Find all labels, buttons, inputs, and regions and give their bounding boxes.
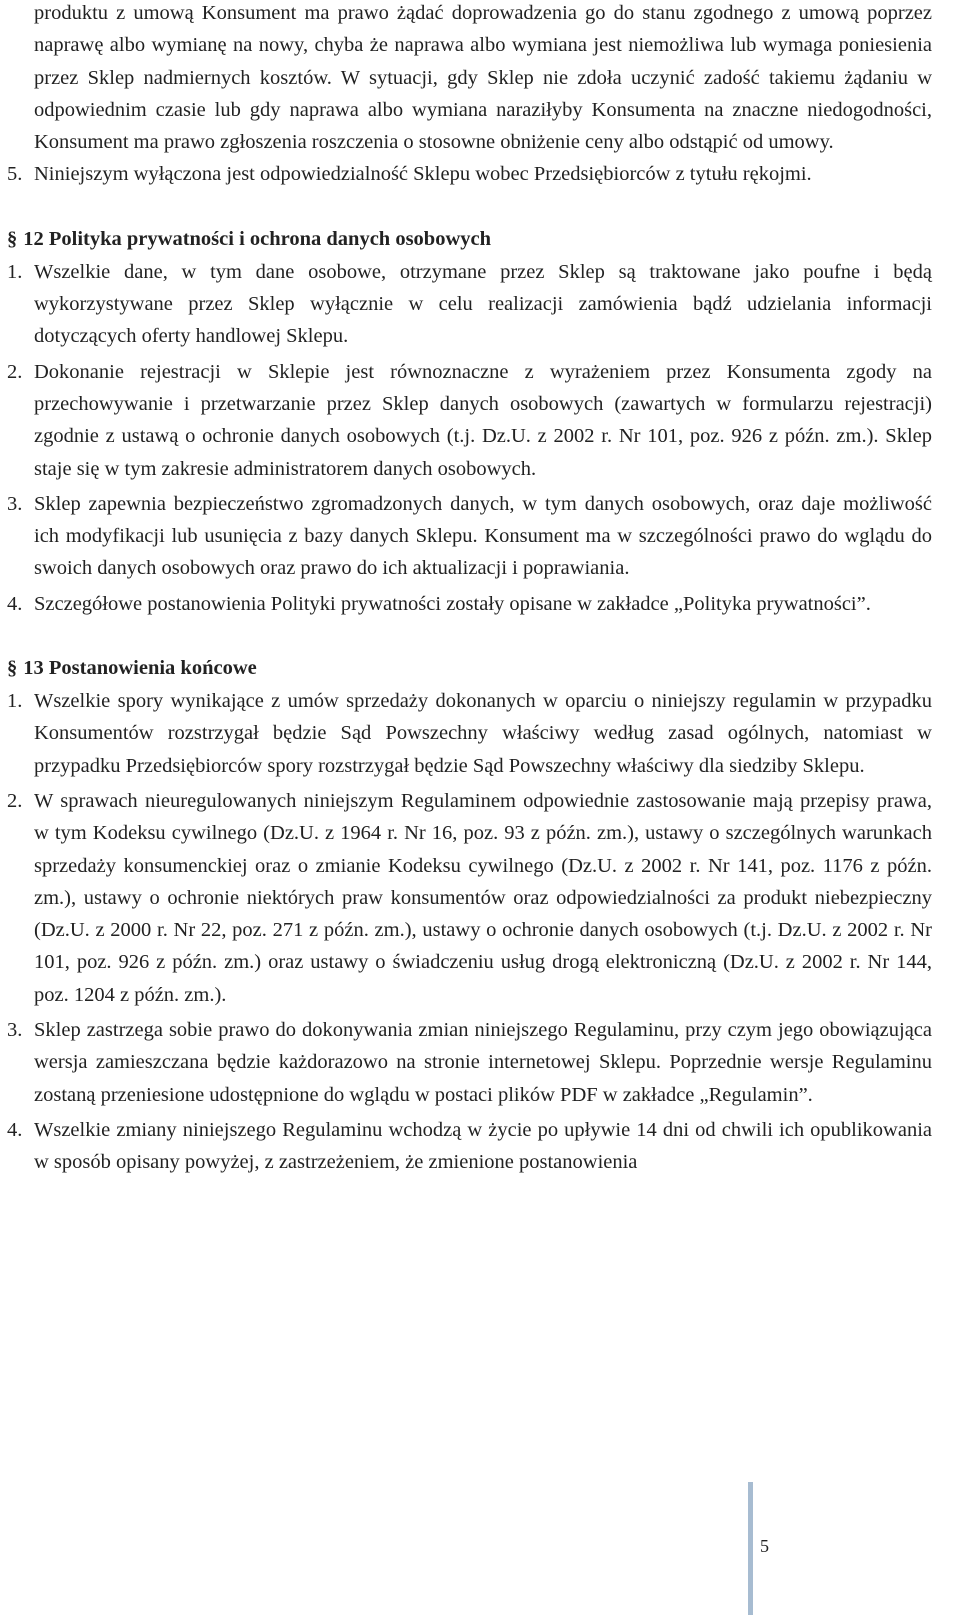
- list-item-number: 2.: [7, 360, 23, 383]
- list-item-number: 2.: [7, 789, 23, 812]
- list-item: [7, 785, 932, 1011]
- continued-paragraph-text: produktu z umową Konsument ma prawo żądać doprowadzenia go do stanu zgodnego z umową poprzez naprawę albo wymianę na nowy, chyba że naprawa albo wymiana jest niemożliwa lub wymaga poniesienia przez Sklep nadmiernych kosztów. W sytuacji, gdy Sklep nie zdoła uczynić zadość takiemu żądaniu w odpowiednim czasie lub gdy naprawa albo wymiana naraziłyby Konsumenta na znaczne niedogodności, Konsument ma prawo zgłoszenia roszczenia o stosowne obniżenie ceny albo odstąpić od umowy.: [34, 2, 932, 154]
- list-item-text: Sklep zastrzega sobie prawo do dokonywania zmian niniejszego Regulaminu, przy czym jego obowiązująca wersja zamieszczana będzie każdorazowo na stronie internetowej Sklepu. Poprzednie wersje Regulaminu zostaną przeniesione udostępnione do wglądu w postaci plików PDF w zakładce „Regulamin”.: [34, 1019, 932, 1106]
- list-item-number: 4.: [7, 592, 23, 615]
- list-item: [7, 488, 932, 585]
- list-item: [7, 158, 932, 190]
- section-title: 13 Postanowienia końcowe: [23, 657, 257, 680]
- list-item-number: 3.: [7, 1019, 23, 1042]
- list-item-text: Wszelkie zmiany niniejszego Regulaminu wchodzą w życie po upływie 14 dni od chwili ich opublikowania w sposób opisany powyżej, z zastrzeżeniem, że zmienione postanowienia: [34, 1118, 932, 1174]
- list-item-number: 1.: [7, 260, 23, 283]
- list-item: [7, 1114, 932, 1179]
- page-number: 5: [760, 1536, 769, 1556]
- list-item-number: 5.: [7, 163, 23, 186]
- list-item-text: W sprawach nieuregulowanych niniejszym Regulaminem odpowiednie zastosowanie mają przepisy prawa, w tym Kodeksu cywilnego (Dz.U. z 1964 r. Nr 16, poz. 93 z późn. zm.), ustawy o szczególnych warunkach sprzedaży konsumenckiej oraz o zmianie Kodeksu cywilnego (Dz.U. z 2002 r. Nr 141, poz. 1176 z późn. zm.), ustawy o ochronie niektórych praw konsumentów oraz odpowiedzialności za produkt niebezpieczny (Dz.U. z 2000 r. Nr 22, poz. 271 z późn. zm.), ustawy o ochronie danych osobowych (t.j. Dz.U. z 2002 r. Nr 101, poz. 926 z późn. zm.) oraz ustawy o świadczeniu usług drogą elektroniczną (Dz.U. z 2002 r. Nr 144, poz. 1204 z późn. zm.).: [34, 789, 932, 1006]
- list-item-number: 1.: [7, 690, 23, 713]
- list-item: [7, 356, 932, 485]
- list-item: [7, 256, 932, 353]
- list-item: [7, 1014, 932, 1111]
- list-item: [7, 588, 932, 620]
- list-item-text: Niniejszym wyłączona jest odpowiedzialność Sklepu wobec Przedsiębiorców z tytułu rękojmi.: [34, 163, 812, 186]
- document-content: [7, 0, 932, 1179]
- section-heading-12: [7, 223, 932, 255]
- list-item-text: Wszelkie spory wynikające z umów sprzedaży dokonanych w oparciu o niniejszy regulamin w przypadku Konsumentów rozstrzygał będzie Sąd Powszechny właściwy według zasad ogólnych, natomiast w przypadku Przedsiębiorców spory rozstrzygał będzie Sąd Powszechny właściwy dla siedziby Sklepu.: [34, 690, 932, 777]
- section-heading-13: [7, 652, 932, 684]
- section-symbol: §: [7, 227, 18, 250]
- list-item-number: 4.: [7, 1118, 23, 1141]
- continued-paragraph: [7, 0, 932, 158]
- list-item-number: 3.: [7, 492, 23, 515]
- list-item-text: Sklep zapewnia bezpieczeństwo zgromadzonych danych, w tym danych osobowych, oraz daje możliwość ich modyfikacji lub usunięcia z bazy danych Sklepu. Konsument ma w szczególności prawo do wglądu do swoich danych osobowych oraz prawo do ich aktualizacji i poprawiania.: [34, 492, 932, 580]
- footer-accent-bar: [748, 1482, 753, 1615]
- section-title: 12 Polityka prywatności i ochrona danych osobowych: [23, 227, 492, 250]
- list-item-text: Szczegółowe postanowienia Polityki prywatności zostały opisane w zakładce „Polityka prywatności”.: [34, 592, 871, 615]
- list-item-text: Wszelkie dane, w tym dane osobowe, otrzymane przez Sklep są traktowane jako poufne i będą wykorzystywane przez Sklep wyłącznie w celu realizacji zamówienia bądź udzielania informacji dotyczących oferty handlowej Sklepu.: [34, 260, 932, 348]
- list-item-text: Dokonanie rejestracji w Sklepie jest równoznaczne z wyrażeniem przez Konsumenta zgody na przechowywanie i przetwarzanie przez Sklep danych osobowych (zawartych w formularzu rejestracji) zgodnie z ustawą o ochronie danych osobowych (t.j. Dz.U. z 2002 r. Nr 101, poz. 926 z późn. zm.). Sklep staje się w tym zakresie administratorem danych osobowych.: [34, 360, 932, 480]
- list-item: [7, 685, 932, 782]
- section-symbol: §: [7, 657, 18, 680]
